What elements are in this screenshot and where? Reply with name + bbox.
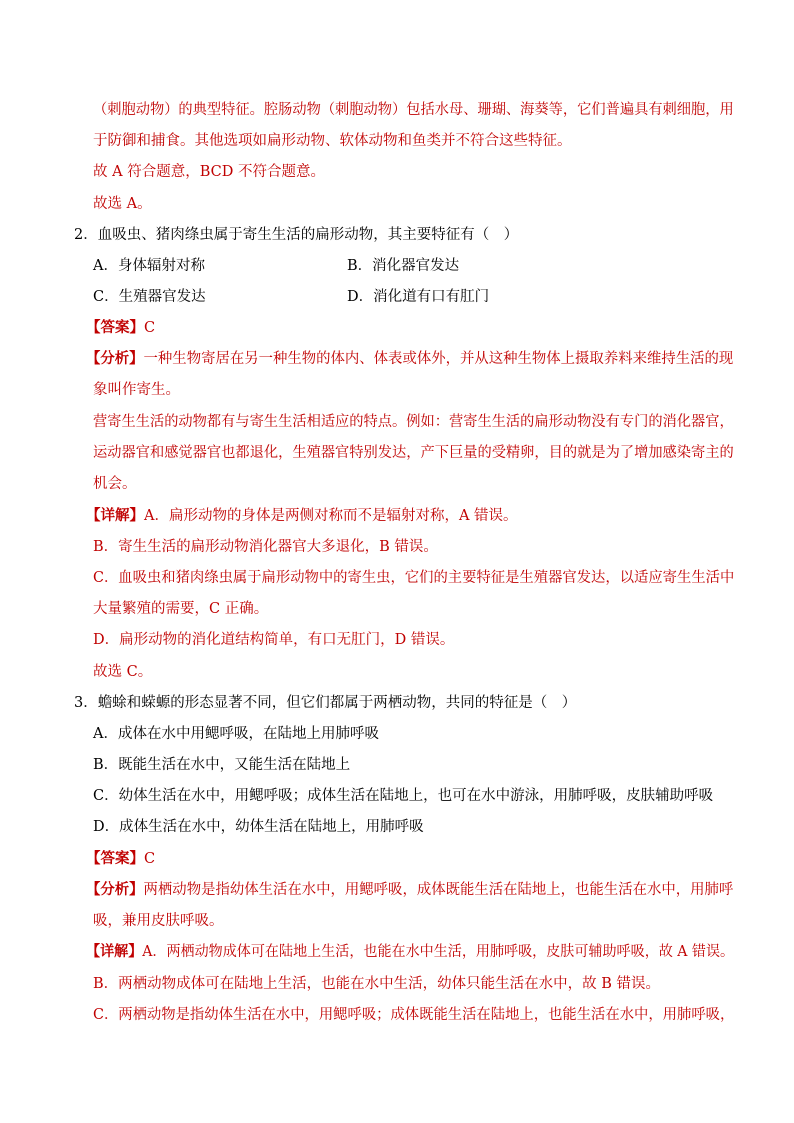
answer-tag: 【答案】 [86, 850, 144, 867]
analysis-text: 两栖动物是指幼体生活在水中，用鳃呼吸，成体既能生活在陆地上，也能生活在水中，用肺呼 [143, 882, 734, 898]
analysis-tag: 【分析】 [86, 350, 144, 367]
question-3-detail-a [86, 942, 734, 962]
question-2-option-a: A．身体辐射对称 [93, 258, 205, 274]
question-2-detail-c-2: 大量繁殖的需要，C 正确。 [93, 601, 269, 617]
analysis-tag: 【分析】 [86, 881, 144, 898]
analysis-text: 一种生物寄居在另一种生物的体内、体表或体外，并从这种生物体上摄取养料来维持生活的现 [143, 351, 734, 367]
answer-tag: 【答案】 [86, 319, 144, 336]
question-2-option-c: C．生殖器官发达 [93, 289, 206, 305]
detail-text: A．两栖动物成体可在陆地上生活，也能在水中生活，用肺呼吸，皮肤可辅助呼吸，故 A 错误。 [142, 944, 735, 960]
question-2-option-b: B．消化器官发达 [347, 258, 460, 274]
question-2-stem: 2．血吸虫、猪肉绦虫属于寄生生活的扁形动物，其主要特征有（ ） [74, 227, 519, 243]
prev-answer-line-1: （刺胞动物）的典型特征。腔肠动物（刺胞动物）包括水母、珊瑚、海葵等，它们普遍具有刺细胞，用 [93, 102, 734, 118]
question-2-detail-b: B．寄生生活的扁形动物消化器官大多退化，B 错误。 [93, 539, 438, 555]
question-2-detail-a [86, 506, 518, 526]
question-3-analysis-line-1 [86, 880, 733, 900]
question-3-detail-b: B．两栖动物成体可在陆地上生活，也能在水中生活，幼体只能生活在水中，故 B 错误。 [93, 976, 661, 992]
question-3-analysis-line-2: 吸，兼用皮肤呼吸。 [93, 913, 224, 929]
question-3-option-b: B．既能生活在水中，又能生活在陆地上 [93, 757, 351, 773]
question-3-option-c: C．幼体生活在水中，用鳃呼吸；成体生活在陆地上，也可在水中游泳，用肺呼吸，皮肤辅助呼吸 [93, 788, 714, 804]
answer-value: C [144, 320, 156, 336]
question-2-detail-d: D．扁形动物的消化道结构简单，有口无肛门，D 错误。 [93, 632, 455, 648]
answer-value: C [144, 851, 156, 867]
detail-tag: 【详解】 [86, 943, 143, 960]
question-2-analysis-line-1 [86, 349, 733, 369]
prev-answer-conclusion: 故 A 符合题意，BCD 不符合题意。 [93, 164, 325, 180]
question-2-detail-c-1: C．血吸虫和猪肉绦虫属于扁形动物中的寄生虫，它们的主要特征是生殖器官发达，以适应寄生生活中 [93, 570, 735, 586]
question-2-paragraph-line-2: 运动器官和感觉器官也都退化，生殖器官特别发达，产下巨量的受精卵，目的就是为了增加感染寄主的 [93, 445, 734, 461]
question-2-option-d: D．消化道有口有肛门 [347, 289, 490, 305]
question-3-answer [86, 849, 155, 869]
question-3-option-d: D．成体生活在水中，幼体生活在陆地上，用肺呼吸 [93, 819, 424, 835]
prev-answer-choose: 故选 A。 [93, 196, 152, 212]
question-2-analysis-line-2: 象叫作寄生。 [93, 382, 180, 398]
question-2-paragraph-line-1: 营寄生生活的动物都有与寄生生活相适应的特点。例如：营寄生生活的扁形动物没有专门的消化器官， [93, 414, 734, 430]
question-3-detail-c: C．两栖动物是指幼体生活在水中，用鳃呼吸；成体既能生活在陆地上，也能生活在水中，用肺呼吸， [93, 1007, 735, 1023]
question-2-choose: 故选 C。 [93, 664, 153, 680]
detail-text: A．扁形动物的身体是两侧对称而不是辐射对称，A 错误。 [144, 508, 518, 524]
question-2-paragraph-line-3: 机会。 [93, 476, 137, 492]
question-3-stem: 3．蟾蜍和蝾螈的形态显著不同，但它们都属于两栖动物，共同的特征是（ ） [74, 695, 577, 711]
detail-tag: 【详解】 [86, 507, 144, 524]
question-3-option-a: A．成体在水中用鳃呼吸，在陆地上用肺呼吸 [93, 726, 379, 742]
question-2-answer [86, 318, 155, 338]
prev-answer-line-2: 于防御和捕食。其他选项如扁形动物、软体动物和鱼类并不符合这些特征。 [93, 133, 572, 149]
